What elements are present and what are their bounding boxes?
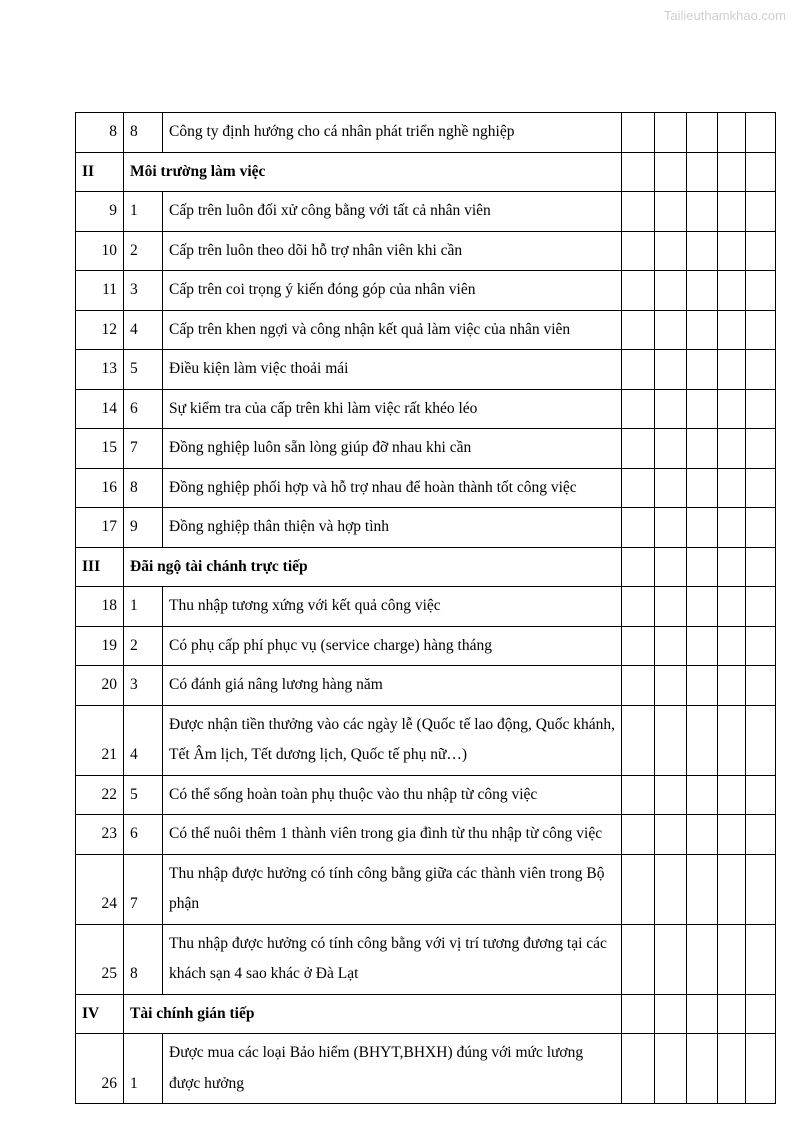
rating-cell-2[interactable]	[655, 310, 687, 350]
row-number: 13	[76, 350, 124, 390]
row-number: 15	[76, 429, 124, 469]
table-row	[76, 113, 776, 153]
rating-cell-5[interactable]	[746, 994, 776, 1034]
rating-cell-2[interactable]	[655, 192, 687, 232]
rating-cell-1[interactable]	[622, 231, 655, 271]
statement-text: Công ty định hướng cho cá nhân phát triển nghề nghiệp	[163, 113, 622, 153]
rating-cell-3[interactable]	[687, 468, 718, 508]
table-row	[76, 626, 776, 666]
statement-text: Cấp trên luôn theo dõi hỗ trợ nhân viên khi cần	[163, 231, 622, 271]
rating-cell-4[interactable]	[718, 626, 746, 666]
item-index: 1	[124, 1034, 163, 1104]
rating-cell-2[interactable]	[655, 587, 687, 627]
row-number: 12	[76, 310, 124, 350]
rating-cell-5[interactable]	[746, 666, 776, 706]
rating-cell-5[interactable]	[746, 775, 776, 815]
statement-text: Đồng nghiệp luôn sẵn lòng giúp đỡ nhau khi cần	[163, 429, 622, 469]
rating-cell-1[interactable]	[622, 666, 655, 706]
rating-cell-3[interactable]	[687, 310, 718, 350]
rating-cell-2[interactable]	[655, 815, 687, 855]
rating-cell-5[interactable]	[746, 192, 776, 232]
rating-cell-5[interactable]	[746, 468, 776, 508]
rating-cell-3[interactable]	[687, 587, 718, 627]
rating-cell-1[interactable]	[622, 1034, 655, 1104]
section-title: Môi trường làm việc	[124, 152, 622, 192]
statement-text: Điều kiện làm việc thoải mái	[163, 350, 622, 390]
rating-cell-1[interactable]	[622, 547, 655, 587]
rating-cell-1[interactable]	[622, 705, 655, 775]
rating-cell-4[interactable]	[718, 429, 746, 469]
rating-cell-3[interactable]	[687, 854, 718, 924]
rating-cell-4[interactable]	[718, 1034, 746, 1104]
rating-cell-2[interactable]	[655, 705, 687, 775]
rating-cell-3[interactable]	[687, 113, 718, 153]
rating-cell-3[interactable]	[687, 231, 718, 271]
rating-cell-2[interactable]	[655, 854, 687, 924]
table-row	[76, 271, 776, 311]
row-number: 10	[76, 231, 124, 271]
rating-cell-4[interactable]	[718, 310, 746, 350]
section-title: Tài chính gián tiếp	[124, 994, 622, 1034]
rating-cell-3[interactable]	[687, 626, 718, 666]
rating-cell-4[interactable]	[718, 271, 746, 311]
rating-cell-4[interactable]	[718, 350, 746, 390]
rating-cell-4[interactable]	[718, 547, 746, 587]
item-index: 8	[124, 113, 163, 153]
row-number: 18	[76, 587, 124, 627]
rating-cell-1[interactable]	[622, 508, 655, 548]
statement-text: Thu nhập được hưởng có tính công bằng với vị trí tương đương tại các khách sạn 4 sao khác ở Đà Lạt	[163, 924, 622, 994]
item-index: 8	[124, 924, 163, 994]
rating-cell-2[interactable]	[655, 1034, 687, 1104]
rating-cell-3[interactable]	[687, 994, 718, 1034]
item-index: 3	[124, 271, 163, 311]
rating-cell-1[interactable]	[622, 350, 655, 390]
item-index: 3	[124, 666, 163, 706]
table-row	[76, 389, 776, 429]
rating-cell-3[interactable]	[687, 350, 718, 390]
item-index: 6	[124, 389, 163, 429]
rating-cell-4[interactable]	[718, 152, 746, 192]
rating-cell-1[interactable]	[622, 389, 655, 429]
rating-cell-3[interactable]	[687, 815, 718, 855]
section-roman-numeral: II	[76, 152, 124, 192]
row-number: 19	[76, 626, 124, 666]
rating-cell-2[interactable]	[655, 775, 687, 815]
rating-cell-5[interactable]	[746, 429, 776, 469]
rating-cell-3[interactable]	[687, 547, 718, 587]
rating-cell-1[interactable]	[622, 775, 655, 815]
row-number: 23	[76, 815, 124, 855]
rating-cell-2[interactable]	[655, 626, 687, 666]
row-number: 14	[76, 389, 124, 429]
statement-text: Sự kiểm tra của cấp trên khi làm việc rất khéo léo	[163, 389, 622, 429]
statement-text: Được mua các loại Bảo hiểm (BHYT,BHXH) đúng với mức lương được hưởng	[163, 1034, 622, 1104]
rating-cell-4[interactable]	[718, 192, 746, 232]
table-row	[76, 429, 776, 469]
item-index: 1	[124, 192, 163, 232]
statement-text: Thu nhập tương xứng với kết quả công việc	[163, 587, 622, 627]
survey-table-body	[76, 113, 776, 1104]
item-index: 7	[124, 429, 163, 469]
rating-cell-5[interactable]	[746, 231, 776, 271]
statement-text: Đồng nghiệp phối hợp và hỗ trợ nhau để hoàn thành tốt công việc	[163, 468, 622, 508]
table-row	[76, 587, 776, 627]
table-row	[76, 854, 776, 924]
rating-cell-5[interactable]	[746, 389, 776, 429]
rating-cell-4[interactable]	[718, 231, 746, 271]
table-row	[76, 192, 776, 232]
row-number: 26	[76, 1034, 124, 1104]
row-number: 8	[76, 113, 124, 153]
rating-cell-1[interactable]	[622, 626, 655, 666]
rating-cell-4[interactable]	[718, 815, 746, 855]
rating-cell-1[interactable]	[622, 815, 655, 855]
table-row	[76, 815, 776, 855]
rating-cell-3[interactable]	[687, 508, 718, 548]
item-index: 5	[124, 350, 163, 390]
rating-cell-2[interactable]	[655, 547, 687, 587]
rating-cell-1[interactable]	[622, 271, 655, 311]
row-number: 21	[76, 705, 124, 775]
rating-cell-1[interactable]	[622, 924, 655, 994]
rating-cell-4[interactable]	[718, 389, 746, 429]
rating-cell-4[interactable]	[718, 587, 746, 627]
statement-text: Có đánh giá nâng lương hàng năm	[163, 666, 622, 706]
statement-text: Đồng nghiệp thân thiện và hợp tình	[163, 508, 622, 548]
rating-cell-1[interactable]	[622, 429, 655, 469]
watermark: Tailieuthamkhao.com	[663, 8, 786, 23]
rating-cell-2[interactable]	[655, 924, 687, 994]
section-header-row	[76, 547, 776, 587]
rating-cell-5[interactable]	[746, 587, 776, 627]
table-row	[76, 350, 776, 390]
rating-cell-2[interactable]	[655, 271, 687, 311]
rating-cell-3[interactable]	[687, 429, 718, 469]
rating-cell-3[interactable]	[687, 192, 718, 232]
statement-text: Cấp trên coi trọng ý kiến đóng góp của nhân viên	[163, 271, 622, 311]
table-row	[76, 775, 776, 815]
section-roman-numeral: III	[76, 547, 124, 587]
rating-cell-5[interactable]	[746, 924, 776, 994]
row-number: 20	[76, 666, 124, 706]
rating-cell-3[interactable]	[687, 271, 718, 311]
item-index: 7	[124, 854, 163, 924]
statement-text: Có thể nuôi thêm 1 thành viên trong gia đình từ thu nhập từ công việc	[163, 815, 622, 855]
rating-cell-2[interactable]	[655, 350, 687, 390]
rating-cell-1[interactable]	[622, 854, 655, 924]
rating-cell-5[interactable]	[746, 152, 776, 192]
rating-cell-5[interactable]	[746, 1034, 776, 1104]
rating-cell-3[interactable]	[687, 775, 718, 815]
rating-cell-4[interactable]	[718, 775, 746, 815]
rating-cell-3[interactable]	[687, 389, 718, 429]
table-row	[76, 924, 776, 994]
rating-cell-1[interactable]	[622, 152, 655, 192]
item-index: 4	[124, 705, 163, 775]
rating-cell-5[interactable]	[746, 310, 776, 350]
statement-text: Có phụ cấp phí phục vụ (service charge) hàng tháng	[163, 626, 622, 666]
rating-cell-3[interactable]	[687, 152, 718, 192]
rating-cell-1[interactable]	[622, 113, 655, 153]
rating-cell-4[interactable]	[718, 113, 746, 153]
table-row	[76, 468, 776, 508]
table-row	[76, 666, 776, 706]
rating-cell-1[interactable]	[622, 192, 655, 232]
statement-text: Thu nhập được hưởng có tính công bằng giữa các thành viên trong Bộ phận	[163, 854, 622, 924]
item-index: 8	[124, 468, 163, 508]
row-number: 9	[76, 192, 124, 232]
row-number: 17	[76, 508, 124, 548]
row-number: 11	[76, 271, 124, 311]
item-index: 9	[124, 508, 163, 548]
row-number: 16	[76, 468, 124, 508]
row-number: 22	[76, 775, 124, 815]
rating-cell-5[interactable]	[746, 113, 776, 153]
item-index: 4	[124, 310, 163, 350]
row-number: 24	[76, 854, 124, 924]
rating-cell-4[interactable]	[718, 508, 746, 548]
table-row	[76, 231, 776, 271]
rating-cell-3[interactable]	[687, 705, 718, 775]
item-index: 5	[124, 775, 163, 815]
statement-text: Được nhận tiền thưởng vào các ngày lễ (Quốc tế lao động, Quốc khánh, Tết Âm lịch, Tết dương lịch, Quốc tế phụ nữ…)	[163, 705, 622, 775]
table-row	[76, 310, 776, 350]
rating-cell-4[interactable]	[718, 924, 746, 994]
item-index: 1	[124, 587, 163, 627]
section-header-row	[76, 994, 776, 1034]
rating-cell-1[interactable]	[622, 310, 655, 350]
rating-cell-4[interactable]	[718, 854, 746, 924]
rating-cell-3[interactable]	[687, 924, 718, 994]
item-index: 2	[124, 626, 163, 666]
statement-text: Cấp trên luôn đối xử công bằng với tất cả nhân viên	[163, 192, 622, 232]
rating-cell-5[interactable]	[746, 547, 776, 587]
rating-cell-4[interactable]	[718, 705, 746, 775]
rating-cell-5[interactable]	[746, 271, 776, 311]
rating-cell-2[interactable]	[655, 113, 687, 153]
rating-cell-4[interactable]	[718, 666, 746, 706]
rating-cell-2[interactable]	[655, 231, 687, 271]
section-header-row	[76, 152, 776, 192]
rating-cell-2[interactable]	[655, 508, 687, 548]
rating-cell-2[interactable]	[655, 468, 687, 508]
item-index: 6	[124, 815, 163, 855]
table-row	[76, 705, 776, 775]
rating-cell-3[interactable]	[687, 666, 718, 706]
rating-cell-4[interactable]	[718, 468, 746, 508]
rating-cell-2[interactable]	[655, 389, 687, 429]
rating-cell-2[interactable]	[655, 429, 687, 469]
rating-cell-5[interactable]	[746, 854, 776, 924]
rating-cell-5[interactable]	[746, 350, 776, 390]
rating-cell-1[interactable]	[622, 468, 655, 508]
rating-cell-1[interactable]	[622, 587, 655, 627]
table-row	[76, 508, 776, 548]
rating-cell-2[interactable]	[655, 152, 687, 192]
item-index: 2	[124, 231, 163, 271]
section-title: Đãi ngộ tài chánh trực tiếp	[124, 547, 622, 587]
rating-cell-5[interactable]	[746, 705, 776, 775]
rating-cell-3[interactable]	[687, 1034, 718, 1104]
rating-cell-5[interactable]	[746, 626, 776, 666]
rating-cell-4[interactable]	[718, 994, 746, 1034]
survey-table	[75, 112, 776, 1104]
rating-cell-1[interactable]	[622, 994, 655, 1034]
rating-cell-5[interactable]	[746, 815, 776, 855]
rating-cell-2[interactable]	[655, 994, 687, 1034]
statement-text: Cấp trên khen ngợi và công nhận kết quả làm việc của nhân viên	[163, 310, 622, 350]
row-number: 25	[76, 924, 124, 994]
rating-cell-5[interactable]	[746, 508, 776, 548]
statement-text: Có thể sống hoàn toàn phụ thuộc vào thu nhập từ công việc	[163, 775, 622, 815]
table-row	[76, 1034, 776, 1104]
rating-cell-2[interactable]	[655, 666, 687, 706]
section-roman-numeral: IV	[76, 994, 124, 1034]
